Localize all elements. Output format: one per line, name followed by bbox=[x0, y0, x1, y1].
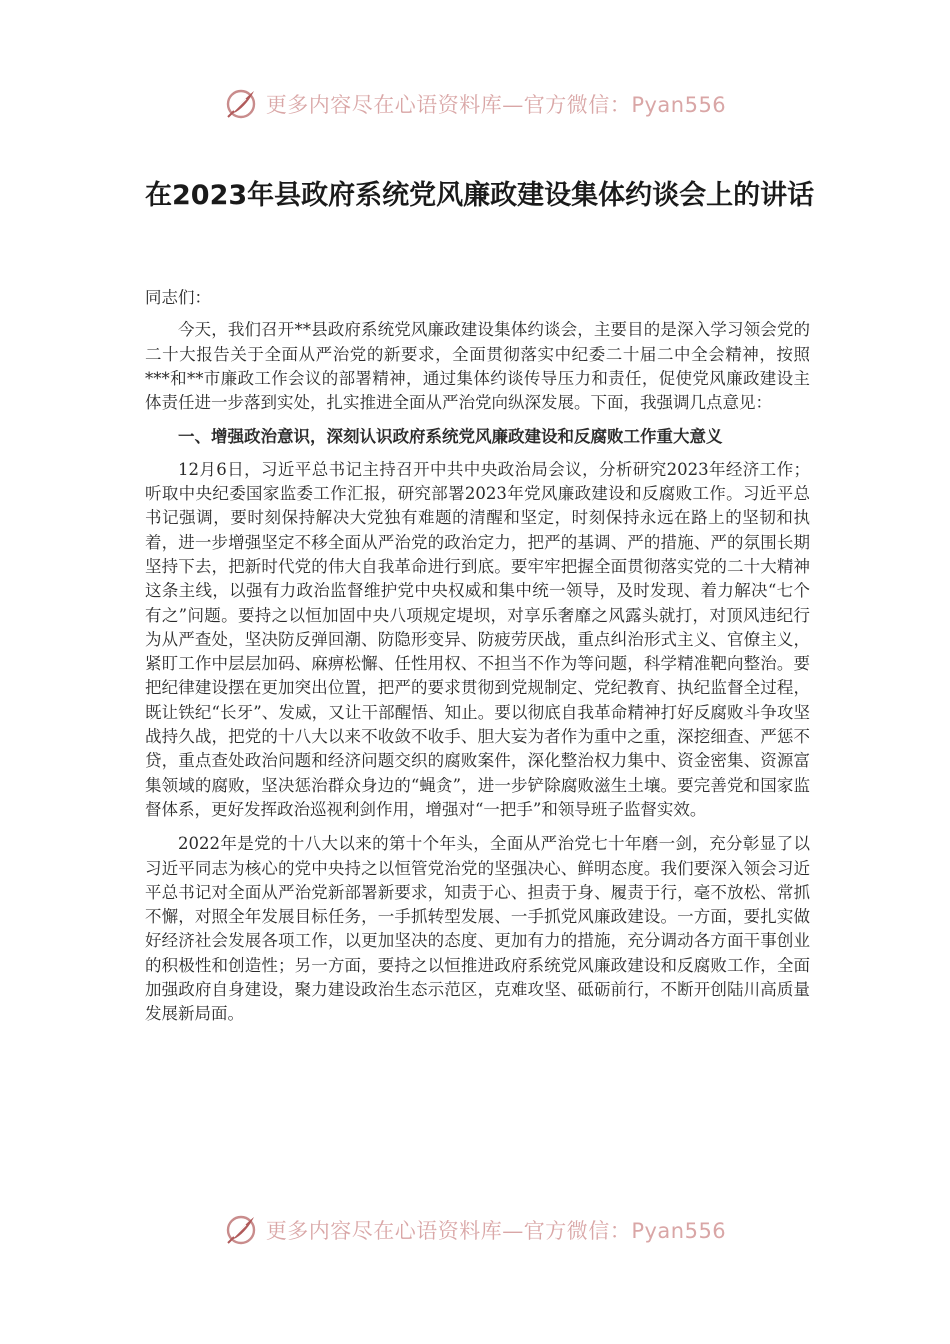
watermark-text: 更多内容尽在心语资料库—官方微信：Pyan556 bbox=[265, 93, 727, 117]
wechat-id: Pyan556 bbox=[631, 1219, 727, 1243]
body-paragraph-1: 12月6日，习近平总书记主持召开中共中央政治局会议，分析研究2023年经济工作；听取中央纪委国家监委工作汇报，研究部署2023年党风廉政建设和反腐败工作。习近平总书记强调，要时刻保持解决大党独有难题的清醒和坚定，时刻保持永远在路上的坚韧和执着，进一步增强坚定不移全面从严治党的政治定力，把严的基调、严的措施、严的氛围长期坚持下去，把新时代党的伟大自我革命进行到底。要牢牢把握全面贯彻落实党的二十大精神这条主线，以强有力政治监督维护党中央权威和集中统一领导，及时发现、着力解决“七个有之”问题。要持之以恒加固中央八项规定堤坝，对享乐奢靡之风露头就打，对顶风违纪行为从严查处，坚决防反弹回潮、防隐形变异、防疲劳厌战，重点纠治形式主义、官僚主义，紧盯工作中层层加码、麻痹松懈、任性用权、不担当不作为等问题，科学精准靶向整治。要把纪律建设摆在更加突出位置，把严的要求贯彻到党规制定、党纪教育、执纪监督全过程，既让铁纪“长牙”、发威，又让干部醒悟、知止。要以彻底自我革命精神打好反腐败斗争攻坚战持久战，把党的十八大以来不收敛不收手、胆大妄为者作为重中之重，深挖细查、严惩不贷，重点查处政治问题和经济问题交织的腐败案件，深化整治权力集中、资金密集、资源富集领域的腐败，坚决惩治群众身边的“蝇贪”，进一步铲除腐败滋生土壤。要完善党和国家监督体系，更好发挥政治巡视利剑作用，增强对“一把手”和领导班子监督实效。 bbox=[145, 459, 810, 819]
document-body bbox=[145, 286, 810, 1027]
quill-logo-icon bbox=[224, 1213, 258, 1247]
greeting: 同志们： bbox=[145, 288, 211, 307]
document-title: 在2023年县政府系统党风廉政建设集体约谈会上的讲话 bbox=[145, 180, 815, 211]
watermark-banner-bottom bbox=[0, 1210, 950, 1250]
body-paragraph-2: 2022年是党的十八大以来的第十个年头，全面从严治党七十年磨一剑，充分彰显了以习近平同志为核心的党中央持之以恒管党治党的坚强决心、鲜明态度。我们要深入领会习近平总书记对全面从严治党新部署新要求，知责于心、担责于身、履责于行，毫不放松、常抓不懈，对照全年发展目标任务，一手抓转型发展、一手抓党风廉政建设。一方面，要扎实做好经济社会发展各项工作，以更加坚决的态度、更加有力的措施，充分调动各方面干事创业的积极性和创造性；另一方面，要持之以恒推进政府系统党风廉政建设和反腐败工作，全面加强政府自身建设，聚力建设政治生态示范区，克难攻坚、砥砺前行，不断开创陆川高质量发展新局面。 bbox=[145, 834, 810, 1024]
watermark-text: 更多内容尽在心语资料库—官方微信：Pyan556 bbox=[265, 1219, 727, 1243]
quill-logo-icon bbox=[224, 87, 258, 121]
watermark-banner-top bbox=[0, 84, 950, 124]
wechat-id: Pyan556 bbox=[631, 93, 727, 117]
section-heading-1: 一、增强政治意识，深刻认识政府系统党风廉政建设和反腐败工作重大意义 bbox=[178, 427, 723, 447]
intro-paragraph: 今天，我们召开**县政府系统党风廉政建设集体约谈会，主要目的是深入学习领会党的二十大报告关于全面从严治党的新要求，全面贯彻落实中纪委二十届二中全会精神，按照***和**市廉政工作会议的部署精神，通过集体约谈传导压力和责任，促使党风廉政建设主体责任进一步落到实处，扎实推进全面从严治党向纵深发展。下面，我强调几点意见： bbox=[145, 320, 810, 413]
